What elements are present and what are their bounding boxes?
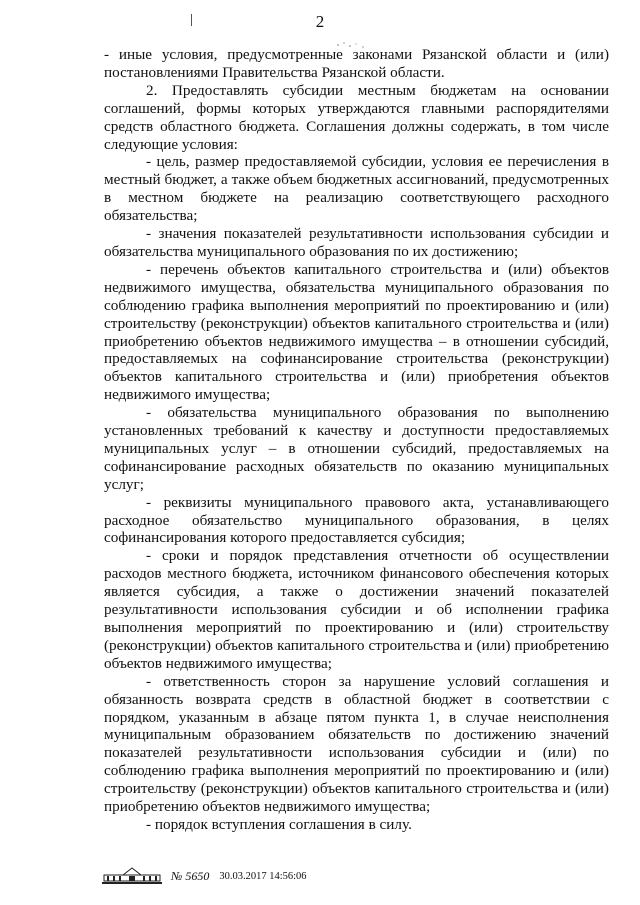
footer-stamp xyxy=(101,866,307,886)
document-number: № 5650 xyxy=(171,868,210,883)
scan-mark xyxy=(191,14,192,26)
document-body xyxy=(104,46,609,834)
paragraph-legal-act: - реквизиты муниципального правового акта, устанавливающего расходное обязательство муниципального образования, в целях софинансирования которого предоставляется субсидия; xyxy=(104,493,609,547)
paragraph-service-obligations: - обязательства муниципального образования по выполнению установленных требований к качеству и доступности предоставляемых муниципальных услуг – в отношении субсидий, предоставляемых на софинансирование расходных обязательств по оказанию муниципальных услуг; xyxy=(104,404,609,493)
paragraph-indicators: - значения показателей результативности использования субсидии и обязательства муниципального образования по их достижению; xyxy=(104,225,609,260)
paragraph-responsibility: - ответственность сторон за нарушение условий соглашения и обязанность возврата средств в областной бюджет в соответствии с порядком, указанным в абзаце пятом пункта 1, в случае неисполнения муниципальным образованием обязательств по достижению значений показателей результативности использования субсидии и (или) по соблюдению графика выполнения мероприятий по проектированию и (или) строительству (реконструкции) объектов капитального строительства и (или) приобретению объектов недвижимого имущества; xyxy=(104,672,609,816)
paragraph-item-2: 2. Предоставлять субсидии местным бюджетам на основании соглашений, формы которых утверждаются главными распорядителями средств областного бюджета. Соглашения должны содержать, в том числе следующие условия: xyxy=(104,81,609,153)
paragraph-reporting: - сроки и порядок представления отчетности об осуществлении расходов местного бюджета, источником финансового обеспечения которых является субсидия, а также о достижении значений показателей результативности использования субсидии и об исполнении графика выполнения мероприятий по проектированию и (или) строительству (реконструкции) объектов капитального строительства и (или) приобретению объектов недвижимого имущества; xyxy=(104,547,609,672)
paragraph-entry-into-force: - порядок вступления соглашения в силу. xyxy=(146,815,412,833)
timestamp: 30.03.2017 14:56:06 xyxy=(219,870,307,882)
paragraph-objects-list: - перечень объектов капитального строительства и (или) объектов недвижимого имущества, обязательства муниципального образования по соблюдению графика выполнения мероприятий по проектированию и (или) строительству (реконструкции) объектов капитального строительства и (или) приобретению объектов недвижимого имущества – в отношении субсидий, предоставляемых на софинансирование строительства (реконструкции) объектов капитального строительства и (или) приобретения объектов недвижимого имущества; xyxy=(104,260,609,404)
government-building-logo-icon xyxy=(101,867,163,885)
paragraph-purpose: - цель, размер предоставляемой субсидии, условия ее перечисления в местный бюджет, а также объем бюджетных ассигнований, предусмотренных в местном бюджете на реализацию соответствующего расходного обязательства; xyxy=(104,153,609,225)
paragraph-other-conditions: - иные условия, предусмотренные законами Рязанской области и (или) постановлениями Правительства Рязанской области. xyxy=(104,46,609,81)
page-number: 2 xyxy=(315,12,325,31)
